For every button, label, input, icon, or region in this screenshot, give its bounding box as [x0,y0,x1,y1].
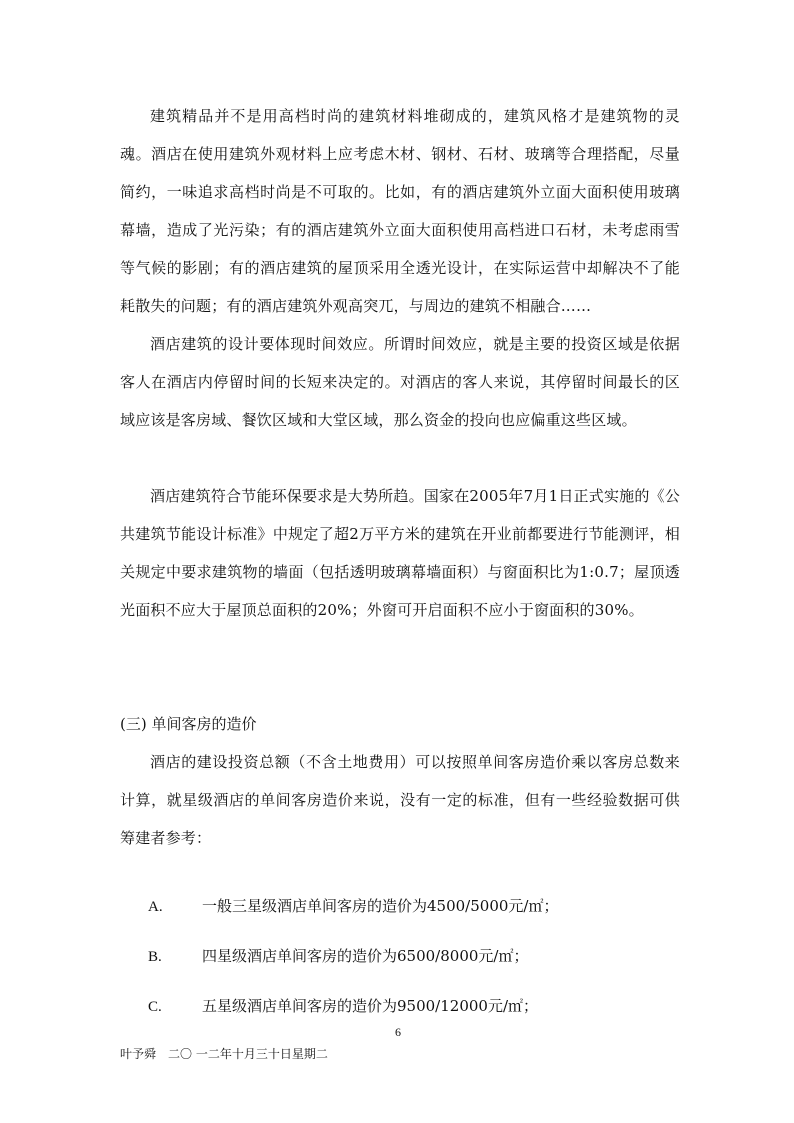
list-marker: B. [148,949,162,965]
list-text: 四星级酒店单间客房的造价为6500/8000元/㎡； [202,947,529,965]
section-heading: (三) 单间客房的造价 [120,715,257,733]
list-text: 五星级酒店单间客房的造价为9500/12000元/㎡； [202,997,539,1015]
paragraph-room-cost: 酒店的建设投资总额（不含土地费用）可以按照单间客房造价乘以客房总数来计算，就星级酒店的单间客房造价来说，没有一定的标准，但有一些经验数据可供筹建者参考： [120,753,680,847]
list-item [148,887,558,925]
list-marker: A. [148,899,163,915]
footer-author-date: 叶予舜 二〇 一二年十月三十日星期二 [120,1047,328,1061]
paragraph-energy-saving: 酒店建筑符合节能环保要求是大势所趋。国家在2005年7月1日正式实施的《公共建筑节能设计标准》中规定了超2万平方米的建筑在开业前都要进行节能测评，相关规定中要求建筑物的墙面（包括透明玻璃幕墙面积）与窗面积比为1:0.7；屋顶透光面积不应大于屋顶总面积的20%；外窗可开启面积不应小于窗面积的30%。 [120,487,680,619]
list-text: 一般三星级酒店单间客房的造价为4500/5000元/㎡； [202,897,559,915]
list-item [148,937,528,975]
page-number: 6 [395,1025,401,1039]
list-marker: C. [148,999,162,1015]
paragraph-architecture-style: 建筑精品并不是用高档时尚的建筑材料堆砌成的，建筑风格才是建筑物的灵魂。酒店在使用建筑外观材料上应考虑木材、钢材、石材、玻璃等合理搭配，尽量简约，一味追求高档时尚是不可取的。比如，有的酒店建筑外立面大面积使用玻璃幕墙，造成了光污染；有的酒店建筑外立面大面积使用高档进口石材，未考虑雨雪等气候的影剧；有的酒店建筑的屋顶采用全透光设计，在实际运营中却解决不了能耗散失的问题；有的酒店建筑外观高突兀，与周边的建筑不相融合…… [120,107,680,315]
list-item [148,987,538,1025]
paragraph-time-effect: 酒店建筑的设计要体现时间效应。所谓时间效应，就是主要的投资区域是依据客人在酒店内停留时间的长短来决定的。对酒店的客人来说，其停留时间最长的区域应该是客房域、餐饮区域和大堂区域，那么资金的投向也应偏重这些区域。 [120,335,680,429]
